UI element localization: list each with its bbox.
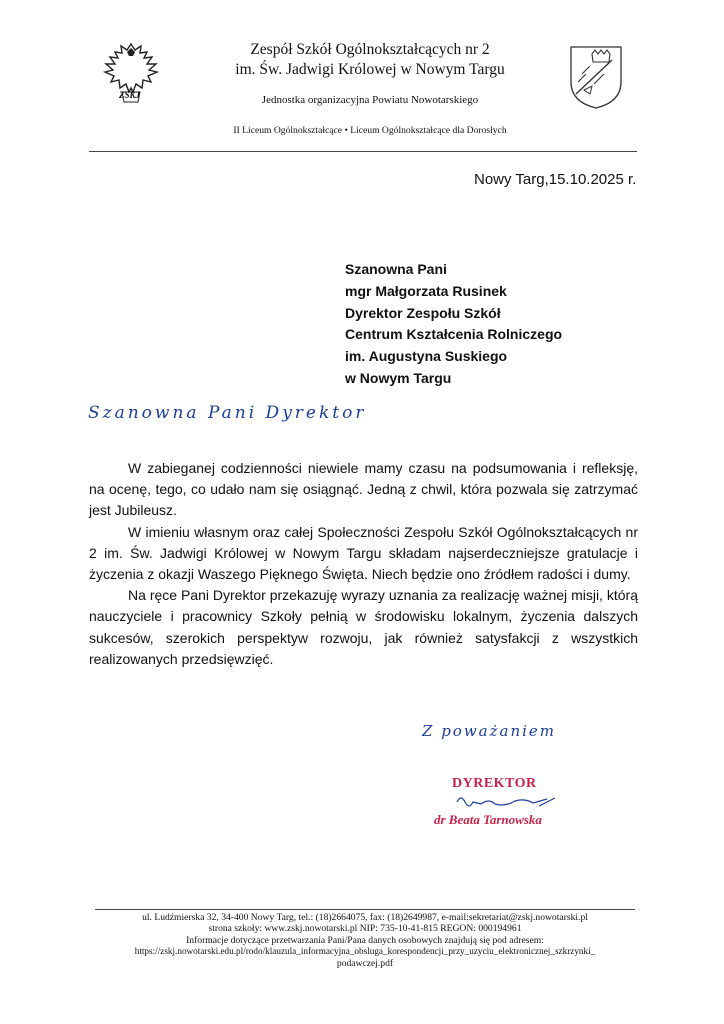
footer (90, 912, 640, 969)
school-item-1: II Liceum Ogólnokształcące (233, 125, 343, 136)
footer-rodo-info: Informacje dotyczące przetwarzania Pani/Pana danych osobowych znajdują się pod adresem: (186, 934, 544, 946)
school-list (160, 125, 580, 136)
recipient-line: Szanowna Pani (345, 261, 447, 277)
stamp-title: DYREKTOR (452, 776, 537, 791)
stamp-name: dr Beata Tarnowska (434, 812, 542, 827)
footer-website: strona szkoły: www.zskj.nowotarski.pl NIP: 735-10-41-815 REGON: 000194961 (208, 923, 522, 935)
letter-date: Nowy Targ,15.10.2025 r. (474, 171, 637, 188)
recipient-line: mgr Małgorzata Rusinek (345, 282, 507, 299)
bullet-icon: • (344, 125, 351, 136)
footer-rodo-link[interactable]: https://zskj.nowotarski.edu.pl/rodo/klauzula_informacyjna_obsluga_korespondencji_przy_uzyciu_elektronicznej_szkrzynki_ (134, 946, 596, 957)
letter-body (89, 458, 638, 670)
school-name-line1: Zespół Szkół Ogólnokształcących nr 2 (250, 41, 490, 58)
paragraph: Na ręce Pani Dyrektor przekazuję wyrazy uznania za realizację ważnej misji, którą nauczyciele i pracownicy Szkoły pełnią w środowisku lokalnym, życzenia dalszych sukcesów, szerokich perspektyw rozwoju, jak również satysfakcji z wszystkich realizowanych przedsięwzięć. (89, 587, 638, 667)
paragraph: W imieniu własnym oraz całej Społeczności Zespołu Szkół Ogólnokształcących nr 2 im. Św. Jadwigi Królowej w Nowym Targu składam najserdeczniejsze gratulacje i życzenia z okazji Waszego Pięknego Święta. Niech będzie ono źródłem radości i dumy. (89, 523, 638, 583)
header-divider (89, 151, 637, 152)
recipient-address (345, 259, 562, 390)
signature-scribble (455, 792, 565, 814)
school-logo (100, 40, 162, 106)
handwritten-closing: Z poważaniem (422, 722, 557, 740)
school-item-2: Liceum Ogólnokształcące dla Dorosłych (350, 125, 507, 136)
logo-text: ZSKJ (119, 90, 141, 100)
footer-divider (95, 909, 635, 910)
organization-subtitle: Jednostka organizacyjna Powiatu Nowotarskiego (261, 94, 479, 106)
recipient-line: im. Augustyna Suskiego (345, 348, 508, 365)
recipient-line: w Nowym Targu (345, 369, 452, 386)
recipient-line: Dyrektor Zespołu Szkół (345, 304, 501, 321)
recipient-line: Centrum Kształcenia Rolniczego (345, 326, 563, 343)
handwritten-salutation: Szanowna Pani Dyrektor (88, 403, 367, 423)
crest-icon (568, 44, 624, 110)
school-name-line2: im. Św. Jadwigi Królowej w Nowym Targu (235, 61, 505, 78)
footer-address: ul. Ludźmierska 32, 34-400 Nowy Targ, tel.: (18)2664075, fax: (18)2649987, e-mail:sekretariat@zskj.nowotarski.pl (142, 912, 588, 923)
paragraph: W zabieganej codzienności niewiele mamy czasu na podsumowania i refleksję, na ocenę, tego, co udało nam się osiągnąć. Jedną z chwil, która pozwala się zatrzymać jest Jubileusz. (89, 460, 638, 519)
footer-rodo-link-end[interactable]: podawczej.pdf (336, 957, 394, 969)
